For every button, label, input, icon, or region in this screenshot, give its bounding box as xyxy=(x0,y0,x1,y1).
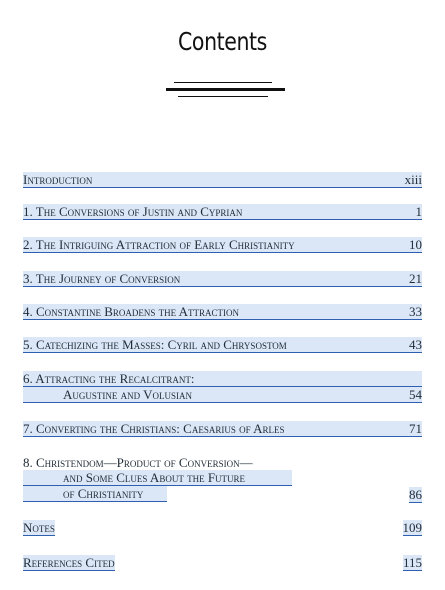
toc-entry-title: 7. Converting the Christians: Caesarius of Arles xyxy=(23,421,285,436)
toc-entry-title: 8. Christendom—Product of Conversion— xyxy=(23,455,253,470)
toc-entry-title-continued: Augustine and Volusian xyxy=(63,387,193,402)
toc-entry-chapter-6[interactable] xyxy=(23,371,422,403)
toc-entry-title: Notes xyxy=(23,520,55,535)
toc-entry-page: 10 xyxy=(409,237,422,252)
toc-entry-page: 71 xyxy=(409,421,422,436)
toc-entry-title: 6. Attracting the Recalcitrant: xyxy=(23,371,195,386)
toc-entry-chapter-8[interactable] xyxy=(23,455,422,502)
toc-entry-title-continued: and Some Clues About the Future xyxy=(63,470,246,485)
toc-entry-chapter-7[interactable] xyxy=(23,421,422,437)
toc-entry-introduction[interactable] xyxy=(23,172,422,188)
toc-entry-title-continued: of Christianity xyxy=(63,486,144,501)
toc-entry-chapter-3[interactable] xyxy=(23,271,422,287)
toc-entry-title: 5. Catechizing the Masses: Cyril and Chrysostom xyxy=(23,337,287,352)
toc-entry-chapter-4[interactable] xyxy=(23,304,422,320)
toc-entry-references[interactable] xyxy=(23,555,422,570)
toc-entry-page: 21 xyxy=(409,271,422,286)
toc-entry-title: 2. The Intriguing Attraction of Early Christianity xyxy=(23,237,295,252)
page-title: Contents xyxy=(178,27,267,56)
toc-entry-page: 43 xyxy=(409,337,422,352)
toc-entry-title: 1. The Conversions of Justin and Cyprian xyxy=(23,204,243,219)
toc-entry-page: 33 xyxy=(409,304,422,319)
toc-entry-notes[interactable] xyxy=(23,520,422,535)
toc-entry-page: 54 xyxy=(409,387,422,402)
toc-entry-title: References Cited xyxy=(23,555,115,570)
toc-entry-title: Introduction xyxy=(23,172,93,187)
toc-entry-page: 115 xyxy=(402,555,422,570)
toc-entry-page: 109 xyxy=(402,520,422,535)
toc-entry-title: 4. Constantine Broadens the Attraction xyxy=(23,304,240,319)
toc-entry-page: xiii xyxy=(404,172,422,187)
toc-entry-title: 3. The Journey of Conversion xyxy=(23,271,181,286)
toc-entry-chapter-2[interactable] xyxy=(23,237,422,253)
toc-entry-chapter-5[interactable] xyxy=(23,337,422,353)
toc-entry-page: 1 xyxy=(415,204,422,219)
toc-entry-chapter-1[interactable] xyxy=(23,204,422,220)
toc-entry-page: 86 xyxy=(409,487,422,502)
